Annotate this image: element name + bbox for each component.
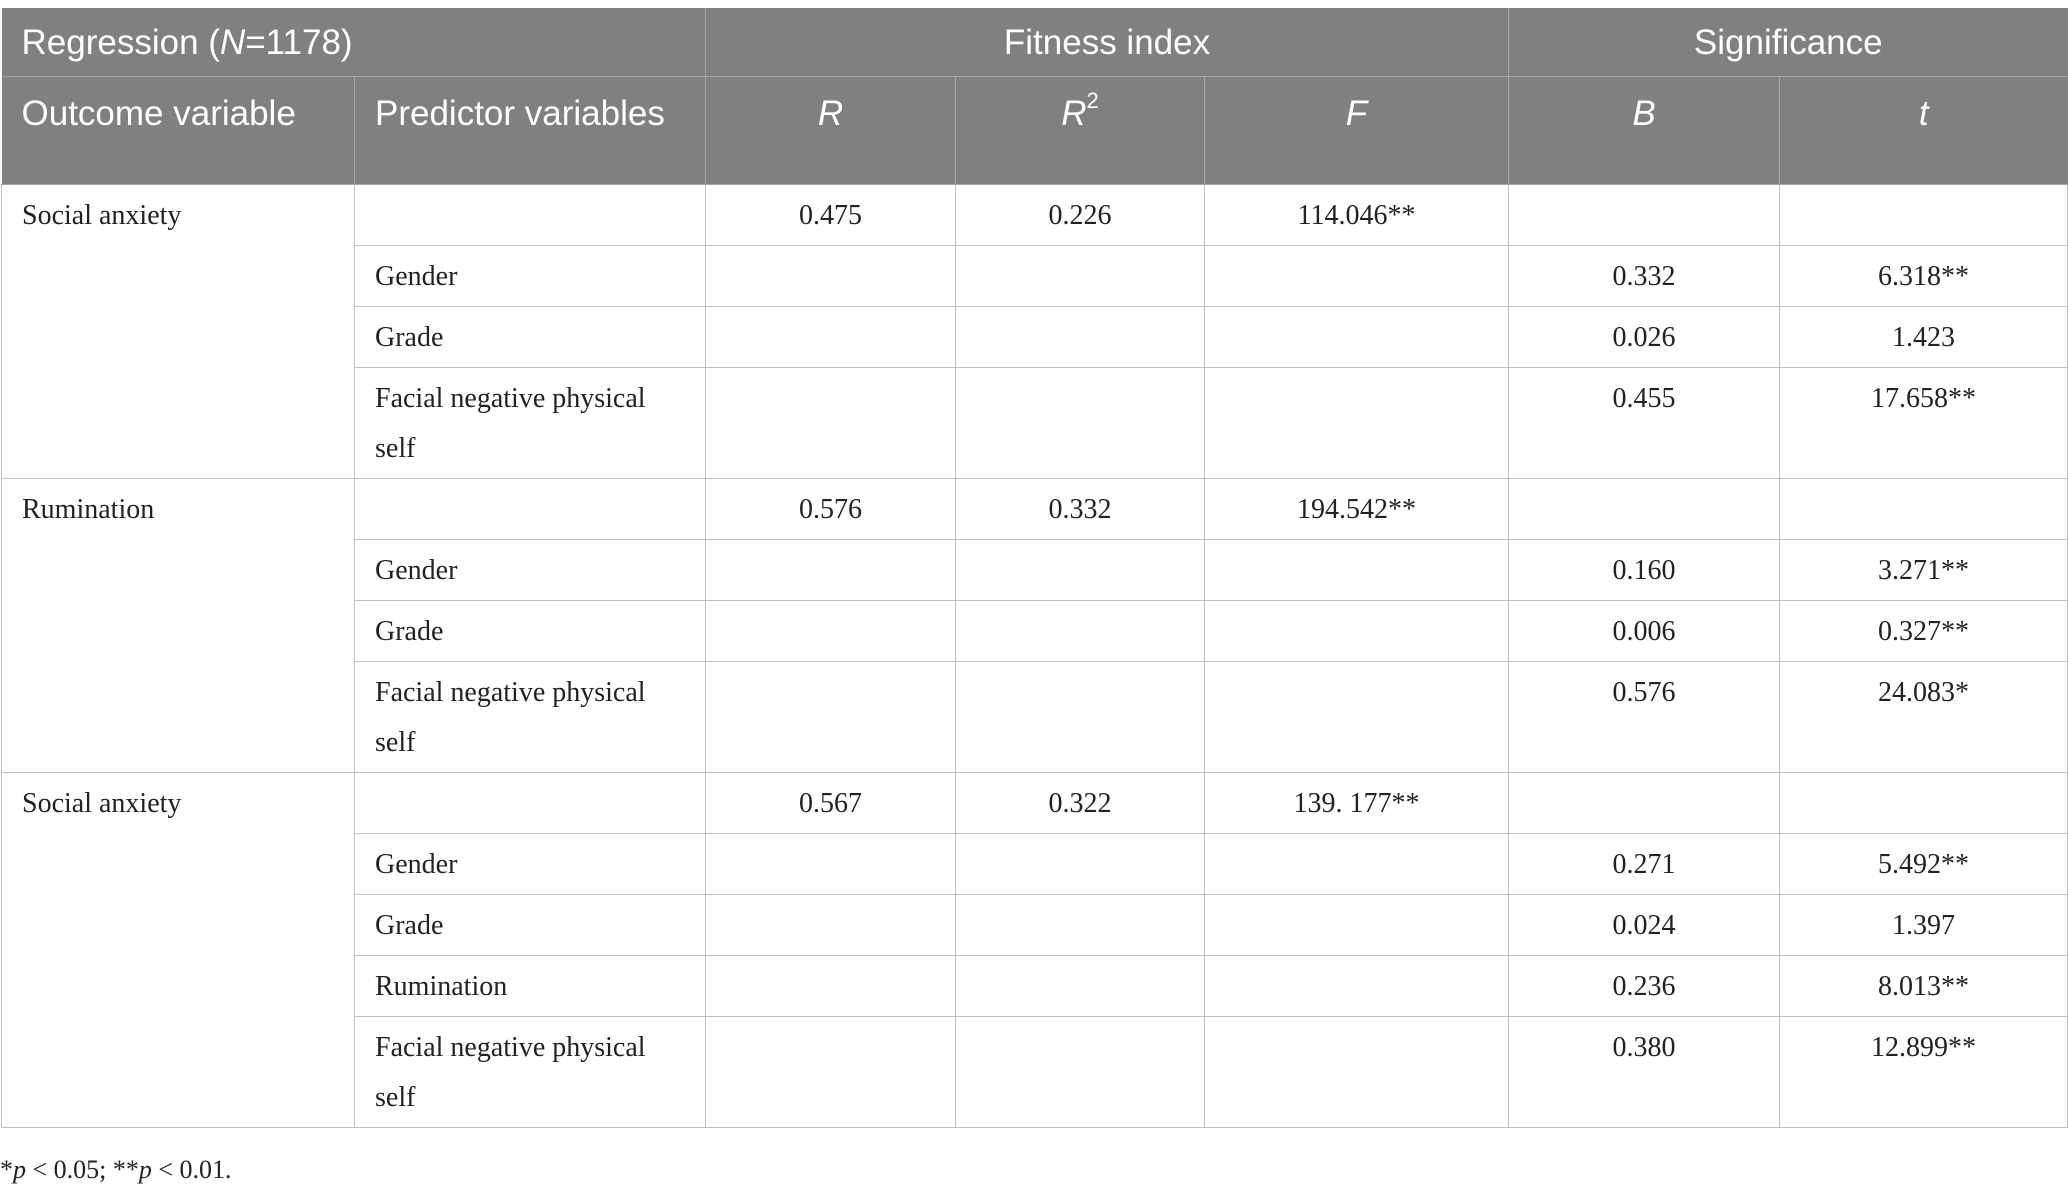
r2-cell: 0.322 xyxy=(956,773,1205,834)
t-cell xyxy=(1780,773,2068,834)
f-cell xyxy=(1205,956,1509,1017)
r-cell xyxy=(706,895,956,956)
f-header: F xyxy=(1205,77,1509,185)
b-cell xyxy=(1509,479,1780,540)
f-cell xyxy=(1205,895,1509,956)
f-cell xyxy=(1205,368,1509,479)
b-cell: 0.236 xyxy=(1509,956,1780,1017)
r2-header: $R^2$ xyxy=(956,77,1205,185)
t-cell: 0.327** xyxy=(1780,601,2068,662)
significance-header: Significance xyxy=(1509,8,2068,77)
f-cell: 114.046** xyxy=(1205,185,1509,246)
b-cell: 0.380 xyxy=(1509,1017,1780,1128)
predictor-cell: Grade xyxy=(355,601,706,662)
predictor-cell xyxy=(355,773,706,834)
r2-cell xyxy=(956,307,1205,368)
t-cell xyxy=(1780,185,2068,246)
r2-cell: 0.332 xyxy=(956,479,1205,540)
f-cell xyxy=(1205,1017,1509,1128)
predictor-cell xyxy=(355,479,706,540)
r2-cell xyxy=(956,246,1205,307)
r2-cell xyxy=(956,834,1205,895)
b-cell: 0.006 xyxy=(1509,601,1780,662)
outcome-variable-header: Outcome variable xyxy=(2,77,355,185)
r2-cell xyxy=(956,540,1205,601)
outcome-cell: Rumination xyxy=(2,479,355,773)
b-cell xyxy=(1509,185,1780,246)
r-cell xyxy=(706,956,956,1017)
predictor-cell: Facial negative physical self xyxy=(355,662,706,773)
t-cell: 1.423 xyxy=(1780,307,2068,368)
t-cell: 3.271** xyxy=(1780,540,2068,601)
t-cell: 8.013** xyxy=(1780,956,2068,1017)
f-cell xyxy=(1205,246,1509,307)
r-cell xyxy=(706,246,956,307)
predictor-cell xyxy=(355,185,706,246)
regression-header: Regression (N=1178) xyxy=(2,8,706,77)
predictor-cell: Gender xyxy=(355,834,706,895)
table-footnote: *p < 0.05; **p < 0.01. xyxy=(0,1155,232,1184)
b-cell: 0.576 xyxy=(1509,662,1780,773)
r2-cell xyxy=(956,956,1205,1017)
r2-cell xyxy=(956,601,1205,662)
t-header: t xyxy=(1780,77,2068,185)
f-cell: 194.542** xyxy=(1205,479,1509,540)
table-row xyxy=(2,185,2068,246)
fitness-index-header: Fitness index xyxy=(706,8,1509,77)
predictor-cell: Facial negative physical self xyxy=(355,368,706,479)
r2-cell xyxy=(956,1017,1205,1128)
f-cell: 139. 177** xyxy=(1205,773,1509,834)
r-cell xyxy=(706,601,956,662)
b-cell: 0.026 xyxy=(1509,307,1780,368)
r2-cell xyxy=(956,662,1205,773)
r2-cell: 0.226 xyxy=(956,185,1205,246)
t-cell: 17.658** xyxy=(1780,368,2068,479)
r-cell: 0.475 xyxy=(706,185,956,246)
predictor-cell: Grade xyxy=(355,895,706,956)
b-cell: 0.332 xyxy=(1509,246,1780,307)
t-cell: 12.899** xyxy=(1780,1017,2068,1128)
r-cell xyxy=(706,662,956,773)
r2-cell xyxy=(956,895,1205,956)
header-row-columns xyxy=(2,77,2068,185)
table-row xyxy=(2,773,2068,834)
r2-cell xyxy=(956,368,1205,479)
predictor-cell: Gender xyxy=(355,540,706,601)
predictor-cell: Rumination xyxy=(355,956,706,1017)
header-row-top xyxy=(2,8,2068,77)
predictor-cell: Grade xyxy=(355,307,706,368)
b-cell: 0.271 xyxy=(1509,834,1780,895)
f-cell xyxy=(1205,540,1509,601)
t-cell: 24.083* xyxy=(1780,662,2068,773)
b-cell: 0.160 xyxy=(1509,540,1780,601)
f-cell xyxy=(1205,834,1509,895)
t-cell: 1.397 xyxy=(1780,895,2068,956)
regression-table xyxy=(1,8,2068,1128)
r-header: R xyxy=(706,77,956,185)
t-cell: 6.318** xyxy=(1780,246,2068,307)
f-cell xyxy=(1205,601,1509,662)
r-cell xyxy=(706,834,956,895)
r-cell: 0.576 xyxy=(706,479,956,540)
predictor-variables-header: Predictor variables xyxy=(355,77,706,185)
r-cell xyxy=(706,307,956,368)
r-cell xyxy=(706,368,956,479)
b-cell: 0.024 xyxy=(1509,895,1780,956)
r-cell xyxy=(706,1017,956,1128)
b-cell: 0.455 xyxy=(1509,368,1780,479)
b-cell xyxy=(1509,773,1780,834)
t-cell xyxy=(1780,479,2068,540)
predictor-cell: Facial negative physical self xyxy=(355,1017,706,1128)
f-cell xyxy=(1205,662,1509,773)
predictor-cell: Gender xyxy=(355,246,706,307)
b-header: B xyxy=(1509,77,1780,185)
table-row xyxy=(2,479,2068,540)
r-cell xyxy=(706,540,956,601)
f-cell xyxy=(1205,307,1509,368)
r-cell: 0.567 xyxy=(706,773,956,834)
t-cell: 5.492** xyxy=(1780,834,2068,895)
outcome-cell: Social anxiety xyxy=(2,773,355,1128)
outcome-cell: Social anxiety xyxy=(2,185,355,479)
